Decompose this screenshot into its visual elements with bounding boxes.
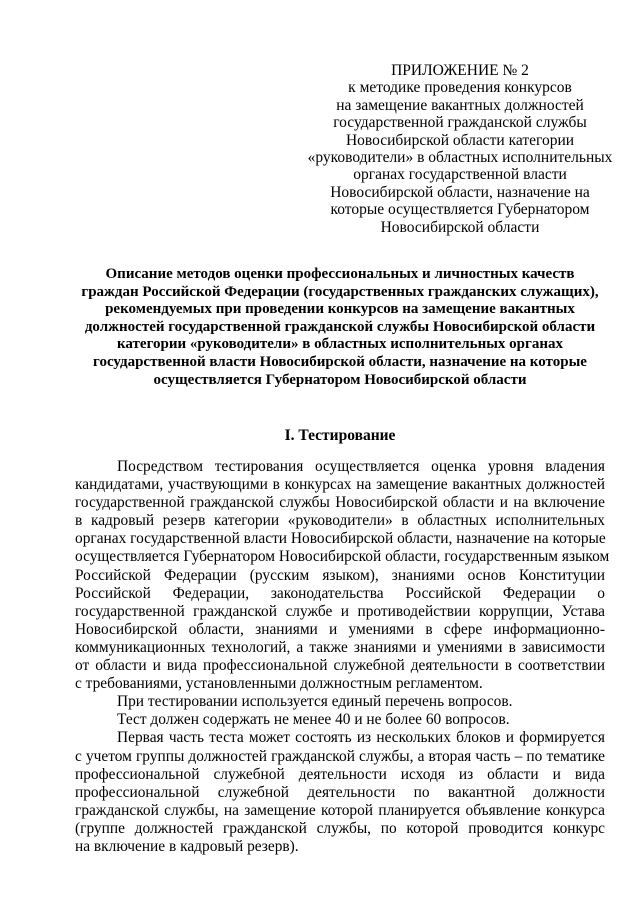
appendix-line: органах государственной власти (353, 166, 567, 184)
body-line: с требованиями, установленными должностным регламентом. (75, 675, 483, 693)
appendix-line: Новосибирской области (380, 218, 540, 236)
body-line: (группе должностей гражданской службы, по которой проводится конкурс (75, 819, 605, 837)
appendix-line: на замещение вакантных должностей (336, 96, 584, 114)
body-line: Российской Федерации (русским языком), знаниями основ Конституции (75, 566, 605, 584)
body-line: государственной гражданской службы Новосибирской области и на включение (75, 494, 605, 512)
body-line: профессиональной служебной деятельности исходя из области и вида (75, 765, 605, 783)
title-line: осуществляется Губернатором Новосибирской области (153, 371, 527, 388)
appendix-line: государственной гражданской службы (333, 114, 587, 132)
title-line: рекомендуемых при проведении конкурсов на замещение вакантных (105, 301, 575, 318)
body-line: в кадровый резерв категории «руководители» в областных исполнительных (75, 512, 605, 530)
title-line: Описание методов оценки профессиональных и личностных качеств (105, 266, 575, 282)
appendix-line: Новосибирской области категории (345, 131, 575, 149)
body-line: профессиональной служебной деятельности по вакантной должности (75, 783, 605, 801)
body-text (75, 458, 610, 856)
body-line: Посредством тестирования осуществляется оценка уровня владения (117, 458, 605, 475)
section-heading: I. Тестирование (284, 427, 396, 444)
title-line: должностей государственной гражданской службы Новосибирской области (84, 318, 596, 335)
body-line: осуществляется Губернатором Новосибирской области, государственным языком (75, 548, 610, 566)
body-line: на включение в кадровый резерв). (75, 837, 299, 855)
body-line: государственной гражданской службе и противодействии коррупции, Устава (75, 602, 605, 620)
body-line: Новосибирской области, знаниями и умениями в сфере информационно- (75, 620, 605, 638)
body-line: Тест должен содержать не менее 40 и не более 60 вопросов. (117, 711, 510, 729)
appendix-line: «руководители» в областных исполнительных (307, 149, 613, 167)
document-title (60, 266, 620, 389)
body-line: Российской Федерации, законодательства Российской Федерации о (75, 584, 605, 602)
title-line: государственной власти Новосибирской области, назначение на которые (93, 353, 587, 370)
appendix-line: к методике проведения конкурсов (348, 79, 572, 97)
appendix-line: которые осуществляется Губернатором (330, 201, 590, 219)
body-line: Первая часть теста может состоять из нескольких блоков и формируется (117, 729, 605, 747)
body-line: кандидатами, участвующими в конкурсах на замещение вакантных должностей (75, 476, 605, 494)
appendix-header (300, 62, 620, 236)
body-line: гражданской службы, на замещение которой планируется объявление конкурса (75, 801, 605, 819)
body-line: с учетом группы должностей гражданской службы, а вторая часть – по тематике (75, 747, 605, 765)
appendix-line: Новосибирской области, назначение на (330, 183, 590, 201)
body-line: При тестировании используется единый перечень вопросов. (117, 693, 513, 711)
title-line: граждан Российской Федерации (государственных гражданских служащих), (81, 283, 599, 300)
body-line: коммуникационных технологий, а также знаниями и умениями в зависимости (75, 638, 605, 656)
appendix-line: ПРИЛОЖЕНИЕ № 2 (391, 62, 529, 79)
body-line: от области и вида профессиональной служебной деятельности в соответствии (75, 657, 605, 675)
title-line: категории «руководители» в областных исполнительных органах (117, 336, 563, 353)
body-line: органах государственной власти Новосибирской области, назначение на которые (75, 530, 606, 548)
